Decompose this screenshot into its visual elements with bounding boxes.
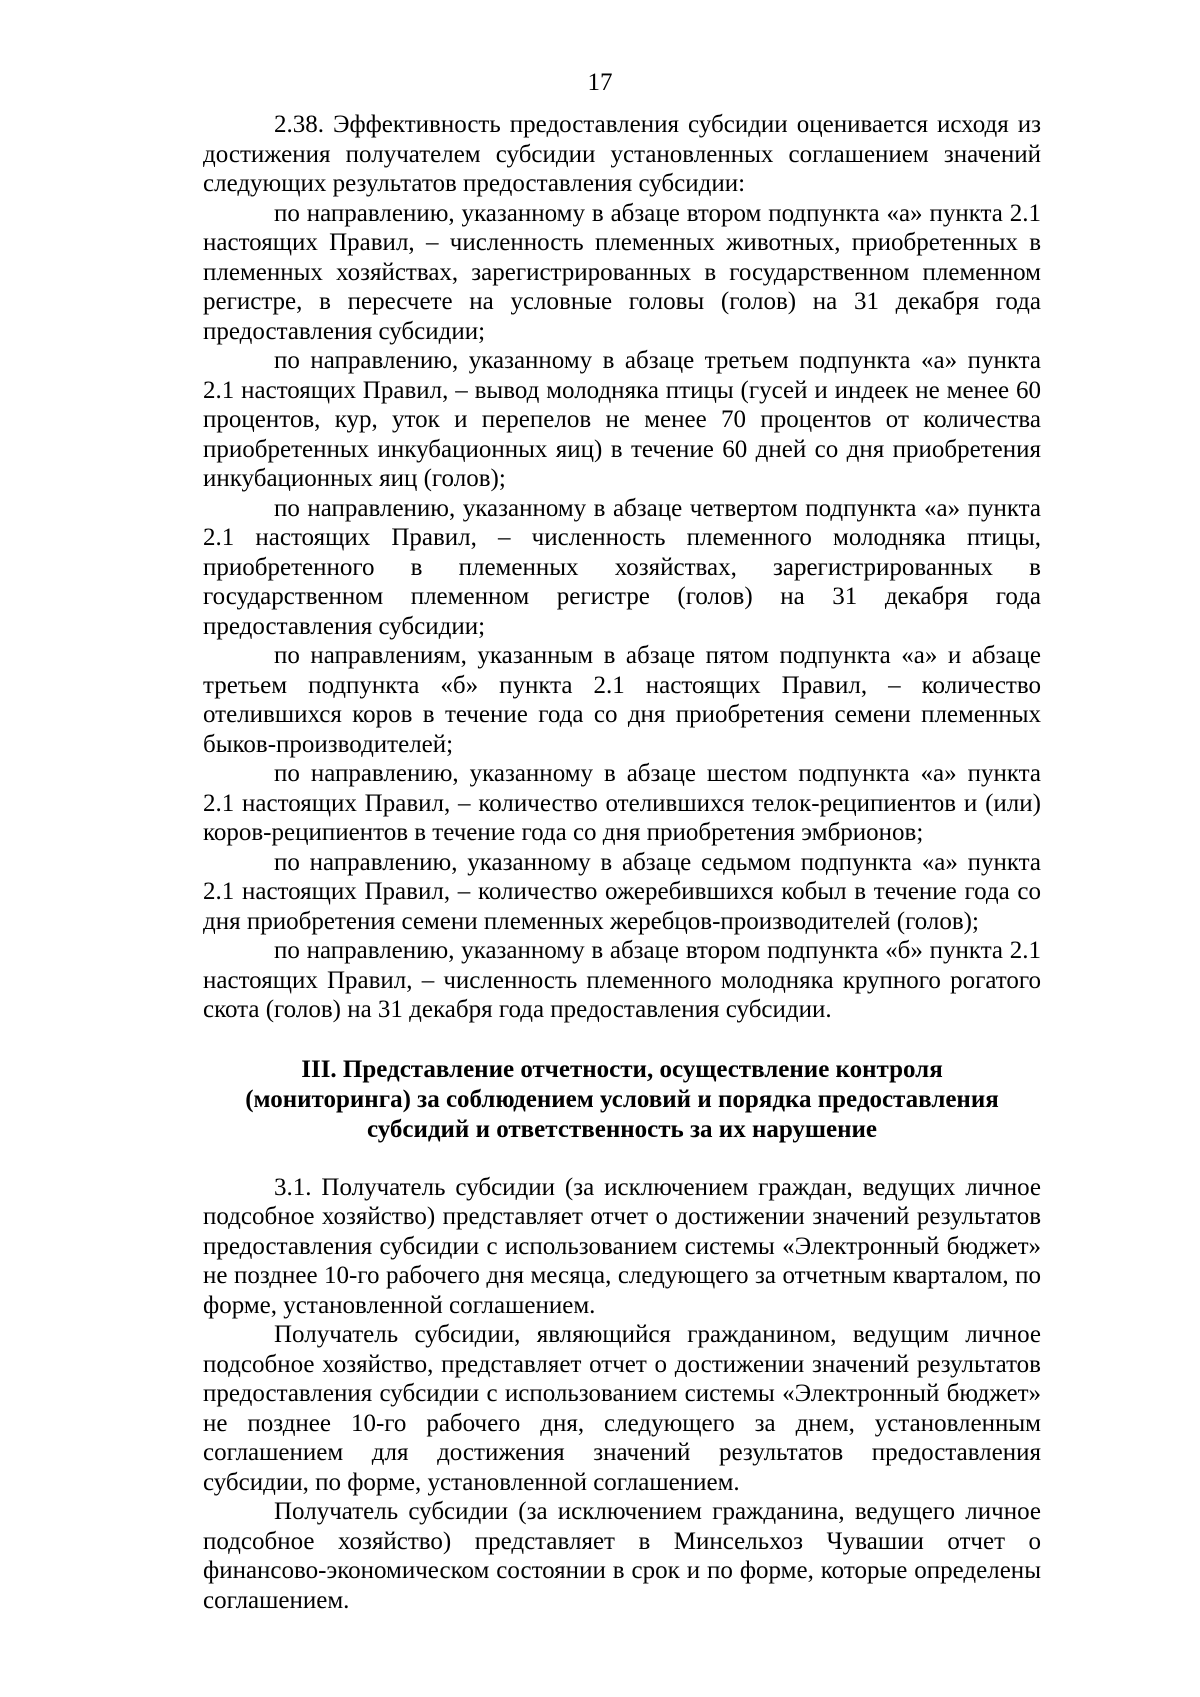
document-body xyxy=(203,110,1041,1615)
paragraph-3-1: 3.1. Получатель субсидии (за исключением граждан, ведущих личное подсобное хозяйство) представляет отчет о достижении значений результатов предоставления субсидии с использованием системы «Электронный бюджет» не позднее 10-го рабочего дня месяца, следующего за отчетным кварталом, по форме, установленной соглашением. xyxy=(203,1173,1041,1319)
heading-line: III. Представление отчетности, осуществление контроля xyxy=(301,1055,943,1083)
paragraph-direction-4: по направлениям, указанным в абзаце пятом подпункта «а» и абзаце третьем подпункта «б» пункта 2.1 настоящих Правил, – количество отелившихся коров в течение года со дня приобретения семени племенных быков-производителей; xyxy=(203,642,1041,758)
paragraph-direction-3: по направлению, указанному в абзаце четвертом подпункта «а» пункта 2.1 настоящих Правил, – численность племенного молодняка птицы, приобретенного в племенных хозяйствах, зарегистрированных в государственном племенном регистре (голов) на 31 декабря года предоставления субсидии; xyxy=(203,494,1041,640)
paragraph-direction-7: по направлению, указанному в абзаце втором подпункта «б» пункта 2.1 настоящих Правил, – численность племенного молодняка крупного рогатого скота (голов) на 31 декабря года предоставления субсидии. xyxy=(203,937,1041,1023)
paragraph-financial-report: Получатель субсидии (за исключением гражданина, ведущего личное подсобное хозяйство) представляет в Минсельхоз Чувашии отчет о финансово-экономическом состоянии в срок и по форме, которые определены соглашением. xyxy=(203,1498,1041,1614)
paragraph-citizen-report: Получатель субсидии, являющийся гражданином, ведущим личное подсобное хозяйство, представляет отчет о достижении значений результатов предоставления субсидии с использованием системы «Электронный бюджет» не позднее 10-го рабочего дня, следующего за днем, установленным соглашением для достижения значений результатов предоставления субсидии, по форме, установленной соглашением. xyxy=(203,1321,1041,1496)
paragraph-direction-2: по направлению, указанному в абзаце третьем подпункта «а» пункта 2.1 настоящих Правил, – вывод молодняка птицы (гусей и индеек не менее 60 процентов, кур, уток и перепелов не менее 70 процентов от количества приобретенных инкубационных яиц) в течение 60 дней со дня приобретения инкубационных яиц (голов); xyxy=(203,347,1041,492)
section-3-heading xyxy=(203,1055,1041,1145)
heading-line: (мониторинга) за соблюдением условий и порядка предоставления xyxy=(245,1085,999,1113)
page-number: 17 xyxy=(587,69,613,96)
paragraph-direction-6: по направлению, указанному в абзаце седьмом подпункта «а» пункта 2.1 настоящих Правил, – количество ожеребившихся кобыл в течение года со дня приобретения семени племенных жеребцов-производителей (голов); xyxy=(203,848,1041,935)
paragraph-2-38: 2.38. Эффективность предоставления субсидии оценивается исходя из достижения получателем субсидии установленных соглашением значений следующих результатов предоставления субсидии: xyxy=(203,111,1041,197)
paragraph-direction-5: по направлению, указанному в абзаце шестом подпункта «а» пункта 2.1 настоящих Правил, – количество отелившихся телок-реципиентов и (или) коров-реципиентов в течение года со дня приобретения эмбрионов; xyxy=(203,760,1041,846)
paragraph-direction-1: по направлению, указанному в абзаце втором подпункта «а» пункта 2.1 настоящих Правил, – численность племенных животных, приобретенных в племенных хозяйствах, зарегистрированных в государственном племенном регистре, в пересчете на условные головы (голов) на 31 декабря года предоставления субсидии; xyxy=(203,199,1041,345)
heading-line: субсидий и ответственность за их нарушение xyxy=(366,1115,878,1143)
